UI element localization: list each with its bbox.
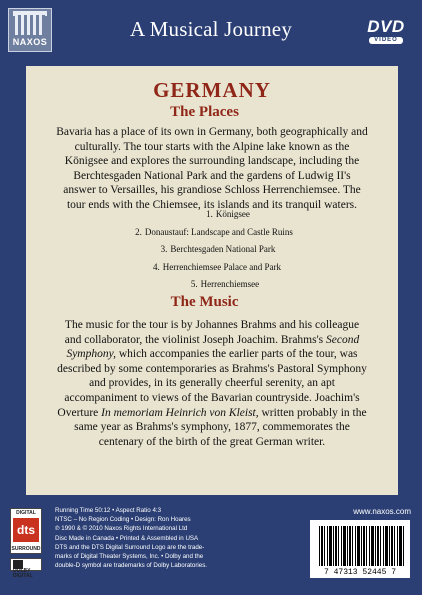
music-line: centenary of the birth of the great German writer. [98, 435, 326, 448]
barcode-bars [319, 526, 404, 566]
music-line: and provides, in its generally cheerful serenity, an apt [89, 377, 335, 390]
places-line: answer to Versailles, his grandiose Schloss Herrenchiemsee. The [63, 184, 361, 197]
dts-logo [10, 508, 42, 554]
places-line: Königsee and explores the surrounding landscape, including the [64, 155, 360, 168]
list-item: 3. Berchtesgaden National Park [160, 244, 276, 254]
credits-line: Disc Made in Canada • Printed & Assembled in USA [55, 534, 199, 542]
video-logo-text: VIDEO [369, 37, 403, 44]
music-line: Symphony, which accompanies the earlier parts of the tour, was [66, 348, 358, 361]
tour-chapter-list [26, 206, 398, 294]
list-item: 5. Herrenchiemsee [190, 279, 260, 289]
dolby-logo: DOLBY DIGITAL [10, 558, 42, 571]
logo-name: NAXOS [12, 37, 48, 47]
content-panel [26, 66, 398, 495]
credits-line: Running Time 50:12 • Aspect Ratio 4:3 [55, 507, 162, 514]
credits-line: double-D symbol are trademarks of Dolby Laboratories. [55, 562, 208, 570]
dvd-video-logo [362, 18, 410, 48]
website-url: www.naxos.com [353, 507, 411, 516]
credits-line: DTS and the DTS Digital Surround Logo are the trade- [55, 543, 205, 551]
places-line: culturally. The tour starts with the Alpine lake known as the [74, 140, 350, 153]
barcode [310, 520, 410, 578]
music-line: described by some contemporaries as Brahms's Pastoral Symphony [57, 362, 367, 375]
music-line: and collaborator, the violinist Joseph Joachim. Brahms's Second [64, 333, 360, 346]
credits-line: ℗ 1990 & © 2010 Naxos Rights International Ltd [55, 525, 188, 533]
music-heading: The Music [170, 294, 239, 310]
dts-logo-top: DIGITAL [16, 510, 36, 516]
country-title: GERMANY [153, 78, 271, 102]
footer [0, 500, 422, 595]
credits-text [55, 506, 305, 570]
places-line: Berchtesgaden National Park and the gardens of Ludwig II's [73, 169, 351, 182]
dts-logo-mark: dts [13, 518, 39, 542]
dvd-logo-text: DVD [367, 17, 405, 36]
dts-logo-bottom: SURROUND [11, 546, 41, 552]
music-line: Overture In memoriam Heinrich von Kleist, written probably in the [57, 406, 367, 419]
music-line: accompaniment to views of the Bavarian countryside. Joachim's [64, 391, 360, 404]
list-item: 2. Donaustauf: Landscape and Castle Ruins [135, 226, 293, 237]
credits-line: NTSC – No Region Coding • Design: Ron Hoares [55, 516, 191, 524]
music-paragraph [36, 318, 388, 449]
credits-line: marks of Digital Theater Systems, Inc. • Dolby and the [55, 553, 204, 561]
places-paragraph [36, 125, 388, 213]
list-item: 4. Herrenchiemsee Palace and Park [153, 261, 281, 272]
header-bar [0, 0, 422, 65]
places-line: tour ends with the Chiemsee, its islands and its tranquil waters. [66, 198, 357, 211]
barcode-digits: 7 47313 52445 7 [323, 568, 396, 577]
music-line: same year as Brahms's symphony, 1877, commemorates the [74, 421, 350, 434]
series-title: A Musical Journey [129, 17, 293, 41]
list-item: 1. Königsee [206, 209, 250, 219]
places-heading: The Places [170, 104, 239, 120]
places-line: Bavaria has a place of its own in Germany, both geographically and [56, 126, 368, 138]
music-line: The music for the tour is by Johannes Brahms and his colleague [64, 319, 360, 331]
